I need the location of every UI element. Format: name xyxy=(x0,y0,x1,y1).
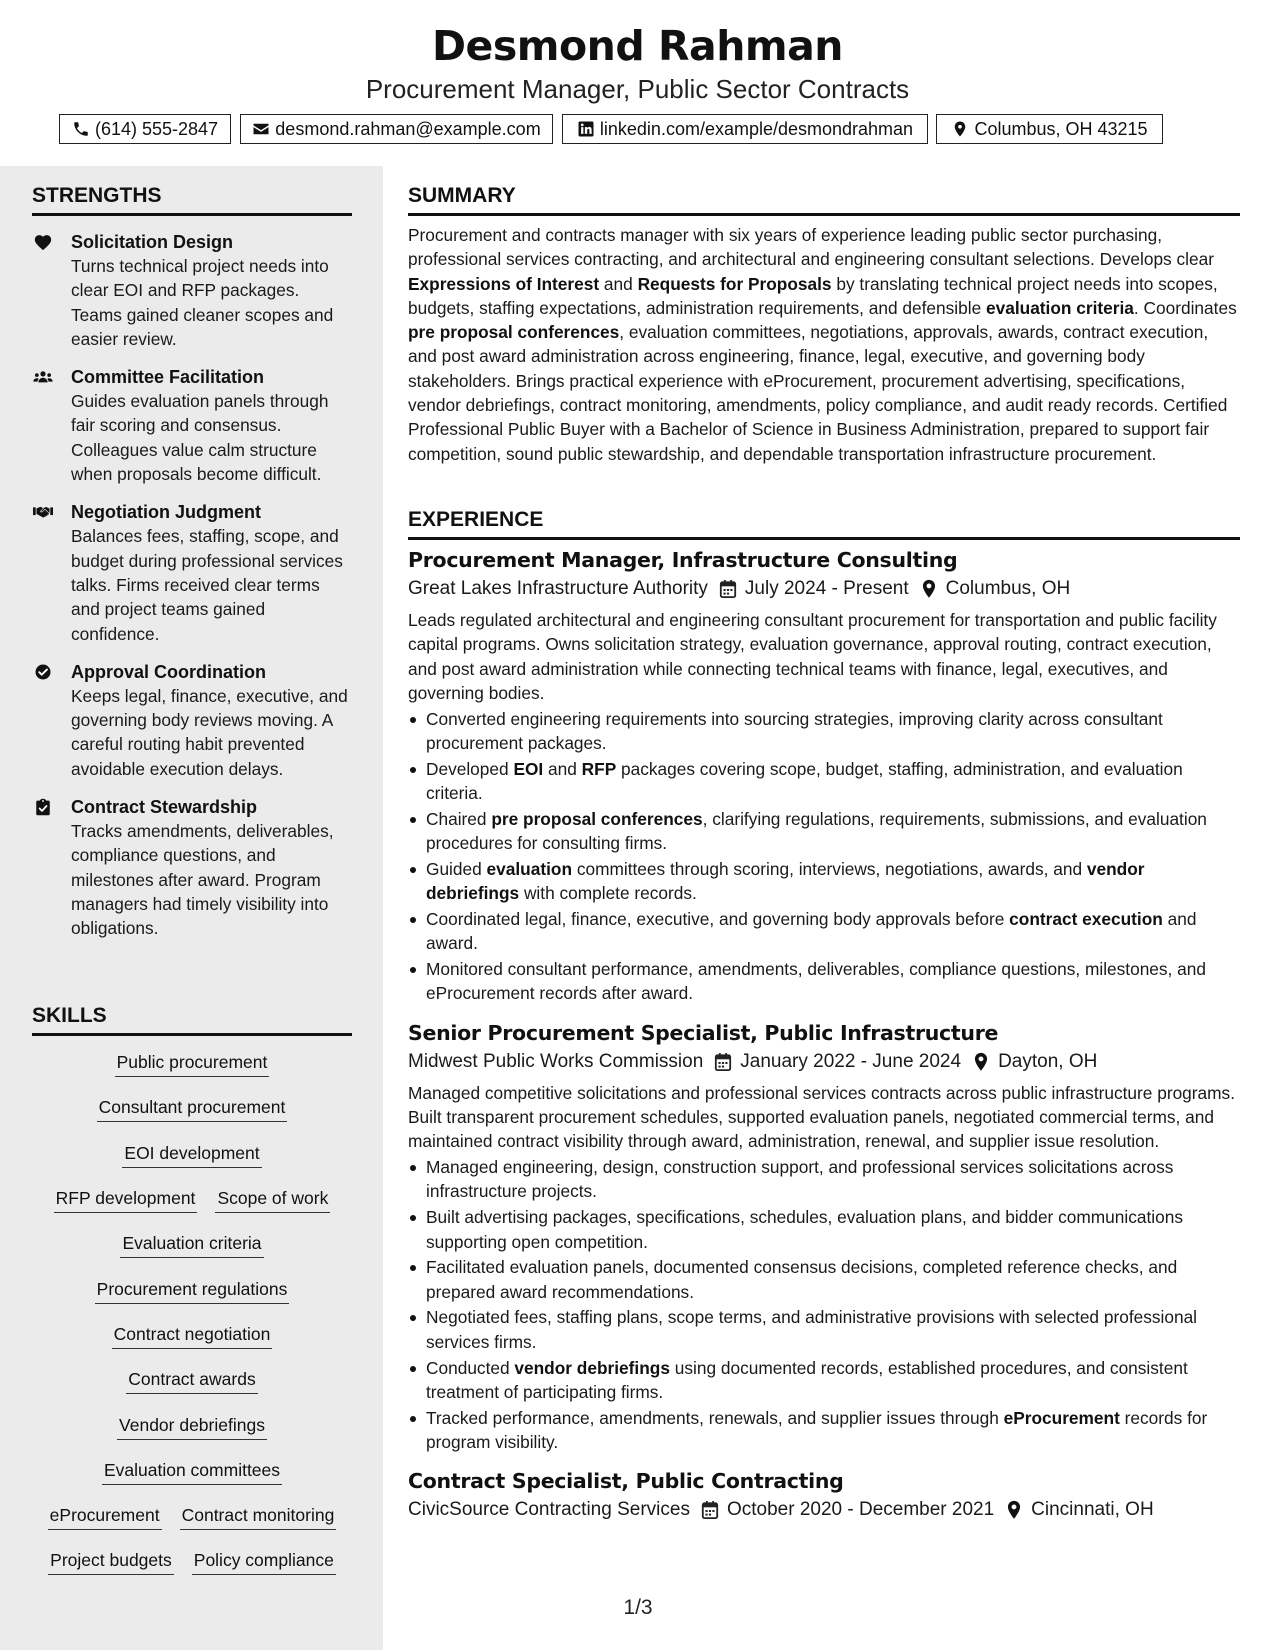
calendar-icon xyxy=(701,1500,719,1520)
emphasis-text: pre proposal conferences xyxy=(408,322,620,343)
strengths-heading: STRENGTHS xyxy=(32,184,352,216)
skill-tag: Vendor debriefings xyxy=(117,1415,267,1440)
sidebar xyxy=(0,166,383,1650)
linkedin-icon xyxy=(577,120,595,138)
bullet-item xyxy=(408,857,1240,906)
text-run: Negotiated fees, staffing plans, scope terms, and administrative provisions with selected professional services firms. xyxy=(426,1307,1198,1352)
strength-description: Guides evaluation panels through fair scoring and consensus. Colleagues value calm structure when proposals become difficult. xyxy=(71,391,329,485)
job-list xyxy=(408,546,1240,1525)
job-entry xyxy=(408,1467,1240,1525)
bullet-item xyxy=(408,1205,1240,1254)
contact-text: (614) 555-2847 xyxy=(94,118,219,139)
phone-icon xyxy=(72,120,90,138)
skill-row xyxy=(32,1404,352,1449)
users-icon xyxy=(33,368,53,386)
emphasis-text: EOI xyxy=(513,758,544,779)
summary-heading: SUMMARY xyxy=(408,184,1240,216)
job-meta xyxy=(408,1495,1240,1525)
summary-text xyxy=(408,223,1240,466)
job-dates: October 2020 - December 2021 xyxy=(726,1499,995,1521)
job-meta xyxy=(408,574,1240,604)
text-run: Chaired xyxy=(426,808,492,829)
text-run: , clarifying regulations, requirements, submissions, and evaluation procedures for consulting firms. xyxy=(426,808,1207,854)
skill-row xyxy=(32,1042,352,1087)
strength-item xyxy=(32,660,352,781)
skill-row xyxy=(32,1314,352,1359)
emphasis-text: eProcurement xyxy=(1003,1407,1120,1428)
strength-name: Solicitation Design xyxy=(71,232,234,252)
skills-section xyxy=(32,1004,352,1586)
strength-description: Balances fees, staffing, scope, and budget during professional services talks. Firms received clear terms and project teams gained confidence. xyxy=(71,526,343,644)
text-run: , evaluation committees, negotiations, approvals, awards, contract execution, and post award administration across engineering, finance, legal, executive, and governing body stakeholders. Brings practical experience with eProcurement, procurement advertising, specifications, vendor debriefings, contract monitoring, amendments, policy compliance, and audit ready records. Certified Professional Public Buyer with a Bachelor of Science in Business Administration, prepared to support fair competition, sound public stewardship, and dependable transportation infrastructure procurement. xyxy=(408,322,1228,464)
text-run: by translating technical project needs into scopes, budgets, staffing expectations, administration requirements, and defensible xyxy=(408,273,1218,318)
job-dates: January 2022 - June 2024 xyxy=(740,1050,962,1072)
bullet-item xyxy=(408,1155,1240,1204)
job-title: Procurement Manager, Infrastructure Consulting xyxy=(408,548,958,572)
skill-row xyxy=(32,1495,352,1540)
skill-tag: RFP development xyxy=(54,1188,198,1213)
text-run: and award. xyxy=(426,909,1197,954)
job-company: Great Lakes Infrastructure Authority xyxy=(408,578,708,599)
bullet-item xyxy=(408,1356,1240,1405)
text-run: and xyxy=(543,758,582,779)
skill-tag: Project budgets xyxy=(48,1550,174,1575)
job-description xyxy=(408,608,1240,705)
skill-tag: Scope of work xyxy=(215,1188,330,1213)
calendar-icon xyxy=(714,1052,732,1072)
skill-tag: Evaluation committees xyxy=(102,1460,282,1485)
job-bullets xyxy=(408,707,1240,1006)
strength-description: Turns technical project needs into clear EOI and RFP packages. Teams gained cleaner scopes and easier review. xyxy=(71,256,334,349)
skills-list xyxy=(32,1042,352,1586)
strength-name: Committee Facilitation xyxy=(71,367,265,388)
strengths-section xyxy=(32,184,352,941)
skill-tag: Evaluation criteria xyxy=(120,1233,263,1258)
contact-text: desmond.rahman@example.com xyxy=(275,118,541,139)
job-bullets xyxy=(408,1155,1240,1454)
text-run: with complete records. xyxy=(519,883,697,904)
location-pin-icon xyxy=(972,1052,990,1072)
text-run: and xyxy=(599,273,638,294)
candidate-name: Desmond Rahman xyxy=(432,22,843,70)
bullet-item xyxy=(408,807,1240,856)
emphasis-text: vendor debriefings xyxy=(426,858,1145,904)
strength-name: Approval Coordination xyxy=(71,661,266,682)
strength-description: Tracks amendments, deliverables, compliance questions, and milestones after award. Program managers had timely visibility into obligations. xyxy=(71,821,334,939)
emphasis-text: contract execution xyxy=(1009,909,1163,930)
text-run: Managed competitive solicitations and professional services contracts across public infrastructure programs. Built transparent procurement schedules, supported evaluation panels, negotiated commercial terms, and maintained contract visibility through award, administration, renewal, and supplier issue resolution. xyxy=(408,1082,1235,1152)
text-run: Conducted xyxy=(426,1357,515,1378)
skill-row xyxy=(32,1359,352,1404)
bullet-item xyxy=(408,1305,1240,1354)
bullet-item xyxy=(408,957,1240,1006)
bullet-item xyxy=(408,1255,1240,1304)
job-location: Columbus, OH xyxy=(945,578,1071,599)
text-run: Developed xyxy=(426,758,514,779)
contact-text: Columbus, OH 43215 xyxy=(974,118,1148,139)
emphasis-text: evaluation criteria xyxy=(986,297,1134,318)
text-run: Built advertising packages, specifications, schedules, evaluation plans, and bidder communications supporting open competition. xyxy=(426,1207,1183,1252)
text-run: Coordinated legal, finance, executive, and governing body approvals before xyxy=(426,909,1010,930)
text-run: Tracked performance, amendments, renewals, and supplier issues through xyxy=(426,1407,1004,1428)
strength-name: Contract Stewardship xyxy=(71,797,258,818)
text-run: committees through scoring, interviews, negotiations, awards, and xyxy=(572,858,1087,879)
text-run: . Coordinates xyxy=(1133,297,1237,318)
skill-row xyxy=(32,1133,352,1178)
experience-section xyxy=(408,508,1240,1525)
strength-item xyxy=(32,365,352,486)
text-run: Converted engineering requirements into sourcing strategies, improving clarity across consultant procurement packages. xyxy=(426,708,1163,753)
job-company: Midwest Public Works Commission xyxy=(408,1050,704,1072)
skill-tag: Procurement regulations xyxy=(95,1279,290,1304)
check-circle-icon xyxy=(33,663,53,681)
skill-row xyxy=(32,1087,352,1132)
contact-location[interactable] xyxy=(936,114,1163,144)
clipboard-check-icon xyxy=(33,798,53,816)
bullet-item xyxy=(408,1406,1240,1455)
summary-section xyxy=(408,184,1240,466)
skill-row xyxy=(32,1223,352,1268)
contact-phone[interactable] xyxy=(59,114,231,144)
location-pin-icon xyxy=(951,120,969,138)
skill-tag: eProcurement xyxy=(48,1505,162,1530)
strength-item xyxy=(32,500,352,645)
text-run: Managed engineering, design, construction support, and professional services solicitations across infrastructure projects. xyxy=(426,1157,1174,1202)
candidate-title: Procurement Manager, Public Sector Contracts xyxy=(365,74,910,104)
text-run: Facilitated evaluation panels, documented consensus decisions, completed reference checks, and prepared award recommendations. xyxy=(426,1257,1178,1302)
strength-name: Negotiation Judgment xyxy=(71,502,261,523)
job-company: CivicSource Contracting Services xyxy=(408,1499,690,1521)
resume-header xyxy=(0,0,1275,166)
job-title: Senior Procurement Specialist, Public Infrastructure xyxy=(408,1020,999,1045)
skill-tag: Consultant procurement xyxy=(97,1097,288,1122)
text-run: Procurement and contracts manager with six years of experience leading public sector purchasing, professional services contracting, and architectural and engineering consultant selections. Develops clear xyxy=(408,225,1214,270)
contact-linkedin[interactable] xyxy=(562,114,928,144)
job-dates: July 2024 - Present xyxy=(744,578,909,599)
strength-description: Keeps legal, finance, executive, and governing body reviews moving. A careful routing habit prevented avoidable execution delays. xyxy=(71,685,348,779)
location-pin-icon xyxy=(1005,1500,1023,1520)
strength-item xyxy=(32,230,352,351)
text-run: Leads regulated architectural and engineering consultant procurement for transportation and public facility capital programs. Owns solicitation strategy, evaluation governance, approval routing, contract execution, and post award administration while connecting technical teams with finance, legal, executives, and governing bodies. xyxy=(408,610,1217,703)
job-title: Contract Specialist, Public Contracting xyxy=(408,1469,844,1494)
skill-row xyxy=(32,1450,352,1495)
bullet-item xyxy=(408,707,1240,756)
text-run: Monitored consultant performance, amendments, deliverables, compliance questions, milestones, and eProcurement records after award. xyxy=(426,959,1206,1004)
job-location: Dayton, OH xyxy=(998,1050,1098,1072)
emphasis-text: Expressions of Interest xyxy=(408,273,600,294)
skill-row xyxy=(32,1540,352,1585)
calendar-icon xyxy=(719,579,737,599)
job-location: Cincinnati, OH xyxy=(1031,1499,1154,1521)
page-number: 1/3 xyxy=(623,1596,653,1619)
job-meta xyxy=(408,1047,1240,1077)
emphasis-text: Requests for Proposals xyxy=(637,273,832,294)
strength-item xyxy=(32,795,352,940)
skills-heading: SKILLS xyxy=(32,1004,352,1036)
envelope-icon xyxy=(252,120,270,138)
skill-tag: EOI development xyxy=(122,1143,261,1168)
job-entry xyxy=(408,546,1240,1006)
contact-text: linkedin.com/example/desmondrahman xyxy=(599,118,914,139)
location-pin-icon xyxy=(920,579,938,599)
bullet-item xyxy=(408,757,1240,806)
text-run: packages covering scope, budget, staffing, administration, and evaluation criteria. xyxy=(426,758,1183,804)
skill-tag: Contract negotiation xyxy=(112,1324,273,1349)
skill-tag: Contract monitoring xyxy=(180,1505,337,1530)
emphasis-text: vendor debriefings xyxy=(514,1357,670,1378)
experience-heading: EXPERIENCE xyxy=(408,508,1240,540)
heart-icon xyxy=(33,233,53,251)
handshake-icon xyxy=(33,503,53,521)
emphasis-text: pre proposal conferences xyxy=(491,808,703,829)
skill-tag: Policy compliance xyxy=(192,1550,336,1575)
skill-row xyxy=(32,1268,352,1313)
job-description xyxy=(408,1081,1240,1154)
skill-row xyxy=(32,1178,352,1223)
job-entry xyxy=(408,1019,1240,1454)
text-run: using documented records, established procedures, and consistent treatment of participating firms. xyxy=(426,1357,1188,1402)
text-run: Guided xyxy=(426,858,487,879)
contact-bar xyxy=(59,114,1209,144)
contact-email[interactable] xyxy=(240,114,553,144)
emphasis-text: RFP xyxy=(581,758,617,779)
emphasis-text: evaluation xyxy=(486,858,573,879)
skill-tag: Public procurement xyxy=(115,1052,270,1077)
bullet-item xyxy=(408,907,1240,956)
skill-tag: Contract awards xyxy=(126,1369,257,1394)
text-run: records for program visibility. xyxy=(426,1407,1208,1452)
